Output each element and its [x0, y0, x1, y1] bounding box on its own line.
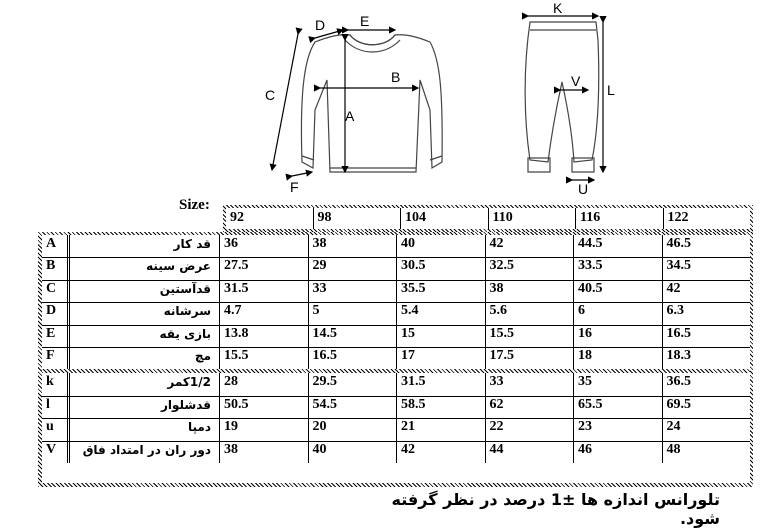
table-cell: 44 [486, 441, 575, 463]
size-table [38, 232, 753, 487]
table-cell: 33 [309, 280, 398, 302]
table-cell: 42 [666, 280, 681, 296]
label-l: L [607, 82, 615, 98]
table-cell: 23 [574, 418, 663, 440]
table-cell: 42 [397, 441, 486, 463]
label-e: E [360, 13, 370, 29]
table-cell: 5 [309, 302, 398, 324]
table-row [42, 325, 750, 347]
table-row [42, 257, 750, 279]
table-cell: 20 [309, 418, 398, 440]
table-cell: 5.4 [397, 302, 486, 324]
table-cell: 5.6 [486, 302, 575, 324]
row-code: F [42, 347, 70, 369]
row-code: D [42, 302, 70, 324]
size-header-cell: 122 [667, 210, 689, 225]
table-row [42, 373, 750, 395]
table-cell: 30.5 [397, 257, 486, 279]
table-cell: 38 [309, 235, 398, 257]
size-header-cell: 92 [226, 208, 314, 229]
label-k: K [553, 0, 563, 16]
pants-illustration [525, 22, 599, 172]
row-measure-name: بازی یقه [70, 325, 220, 347]
table-cell: 29 [309, 257, 398, 279]
table-cell: 24 [666, 419, 681, 435]
table-cell: 17.5 [486, 347, 575, 369]
table-row [42, 418, 750, 440]
table-cell: 33 [486, 373, 575, 395]
row-measure-name: سرشانه [70, 302, 220, 324]
row-code: l [42, 396, 70, 418]
row-code: B [42, 257, 70, 279]
label-f: F [290, 179, 299, 195]
table-cell: 28 [220, 373, 309, 395]
table-cell: 6 [574, 302, 663, 324]
table-row [42, 280, 750, 302]
row-measure-name: عرض سینه [70, 257, 220, 279]
table-cell: 14.5 [309, 325, 398, 347]
table-cell: 19 [220, 418, 309, 440]
table-cell: 18 [574, 347, 663, 369]
table-cell: 65.5 [574, 396, 663, 418]
table-cell: 58.5 [397, 396, 486, 418]
label-v: V [571, 73, 581, 89]
table-cell: 15 [397, 325, 486, 347]
table-cell: 18.3 [666, 348, 691, 363]
table-cell: 16.5 [309, 347, 398, 369]
shirt-measure-lines [272, 30, 418, 176]
table-cell: 22 [486, 418, 575, 440]
size-header-cell: 104 [401, 208, 489, 229]
table-cell: 40.5 [574, 280, 663, 302]
table-row [42, 235, 750, 257]
table-cell: 36.5 [666, 374, 691, 390]
size-header-cell: 98 [314, 208, 402, 229]
row-code: A [42, 235, 70, 257]
table-row [42, 396, 750, 418]
table-cell: 15.5 [486, 325, 575, 347]
row-measure-name: دور ران در امتداد فاق [70, 441, 220, 463]
table-cell: 4.7 [220, 302, 309, 324]
table-cell: 69.5 [666, 396, 691, 412]
row-measure-name: مچ [70, 347, 220, 369]
row-measure-name: قدآستین [70, 280, 220, 302]
row-measure-name: 1/2کمر [70, 373, 220, 395]
table-cell: 17 [397, 347, 486, 369]
row-code: V [42, 441, 70, 463]
row-measure-name: قدشلوار [70, 396, 220, 418]
table-cell: 38 [220, 441, 309, 463]
table-cell: 36 [220, 235, 309, 257]
table-cell: 48 [666, 441, 681, 457]
table-cell: 42 [486, 235, 575, 257]
table-cell: 6.3 [666, 303, 684, 319]
table-cell: 35.5 [397, 280, 486, 302]
size-header-cell: 110 [489, 208, 577, 229]
table-cell: 16 [574, 325, 663, 347]
table-cell: 38 [486, 280, 575, 302]
table-cell: 34.5 [666, 258, 691, 274]
label-b: B [391, 69, 401, 85]
table-cell: 31.5 [397, 373, 486, 395]
table-row [42, 441, 750, 463]
table-cell: 54.5 [309, 396, 398, 418]
table-cell: 16.5 [666, 325, 691, 341]
row-code: k [42, 373, 70, 395]
size-header-cell: 116 [576, 208, 664, 229]
table-cell: 40 [309, 441, 398, 463]
table-cell: 46 [574, 441, 663, 463]
table-row [42, 302, 750, 324]
size-label: Size: [179, 197, 210, 213]
label-c: C [265, 87, 276, 103]
table-cell: 62 [486, 396, 575, 418]
table-cell: 40 [397, 235, 486, 257]
table-cell: 29.5 [309, 373, 398, 395]
table-cell: 46.5 [666, 236, 691, 251]
table-cell: 15.5 [220, 347, 309, 369]
table-cell: 44.5 [574, 235, 663, 257]
table-cell: 31.5 [220, 280, 309, 302]
row-code: u [42, 418, 70, 440]
table-cell: 35 [574, 373, 663, 395]
label-d: D [315, 17, 326, 33]
table-cell: 32.5 [486, 257, 575, 279]
row-measure-name: دمپا [70, 418, 220, 440]
row-code: E [42, 325, 70, 347]
table-cell: 21 [397, 418, 486, 440]
table-cell: 50.5 [220, 396, 309, 418]
table-cell: 13.8 [220, 325, 309, 347]
tolerance-note: تلورانس اندازه ها ±1 درصد در نظر گرفته شود. [391, 490, 720, 528]
row-code: C [42, 280, 70, 302]
row-measure-name: قد کار [70, 235, 220, 257]
size-header [223, 205, 753, 232]
table-cell: 27.5 [220, 257, 309, 279]
table-row [42, 347, 750, 369]
garment-diagram [0, 0, 771, 200]
label-u: U [578, 181, 589, 197]
sweatshirt-illustration [301, 35, 442, 172]
label-a: A [345, 108, 355, 124]
table-cell: 33.5 [574, 257, 663, 279]
